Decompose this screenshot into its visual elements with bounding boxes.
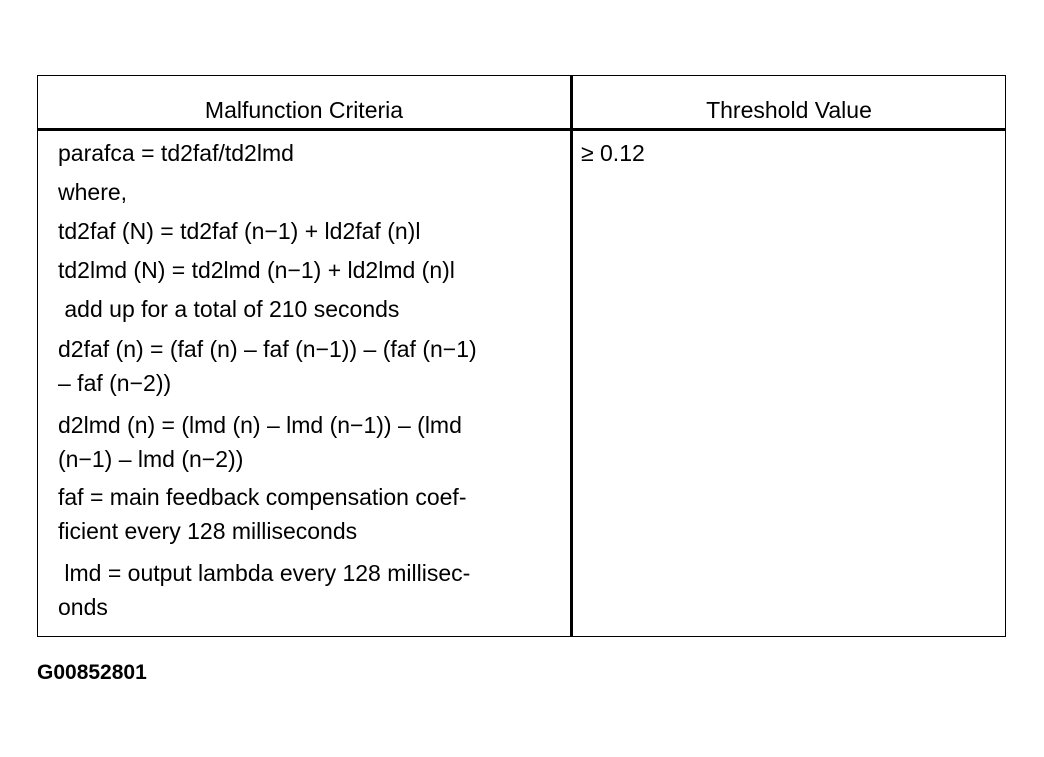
criteria-line: td2faf (N) = td2faf (n−1) + ld2faf (n)l bbox=[58, 218, 421, 244]
header-threshold-value: Threshold Value bbox=[706, 97, 872, 123]
column-divider bbox=[570, 76, 573, 636]
header-rule bbox=[38, 128, 1005, 131]
criteria-line: (n−1) – lmd (n−2)) bbox=[58, 446, 244, 472]
criteria-line: ficient every 128 milliseconds bbox=[58, 518, 358, 544]
criteria-line: add up for a total of 210 seconds bbox=[58, 296, 400, 322]
criteria-line: – faf (n−2)) bbox=[58, 370, 172, 396]
threshold-value-cell: ≥ 0.12 bbox=[581, 140, 645, 166]
criteria-line: parafca = td2faf/td2lmd bbox=[58, 140, 294, 166]
header-malfunction-criteria: Malfunction Criteria bbox=[204, 97, 404, 123]
criteria-line: td2lmd (N) = td2lmd (n−1) + ld2lmd (n)l bbox=[58, 257, 455, 283]
criteria-line: d2lmd (n) = (lmd (n) – lmd (n−1)) – (lmd bbox=[58, 412, 462, 438]
figure-id: G00852801 bbox=[37, 661, 147, 684]
criteria-line: where, bbox=[58, 179, 128, 205]
criteria-line: onds bbox=[58, 594, 108, 620]
criteria-line: d2faf (n) = (faf (n) – faf (n−1)) – (faf (n−1) bbox=[58, 336, 477, 362]
criteria-line: lmd = output lambda every 128 millisec- bbox=[58, 560, 471, 586]
criteria-table bbox=[37, 75, 1006, 637]
criteria-line: faf = main feedback compensation coef- bbox=[58, 484, 467, 510]
